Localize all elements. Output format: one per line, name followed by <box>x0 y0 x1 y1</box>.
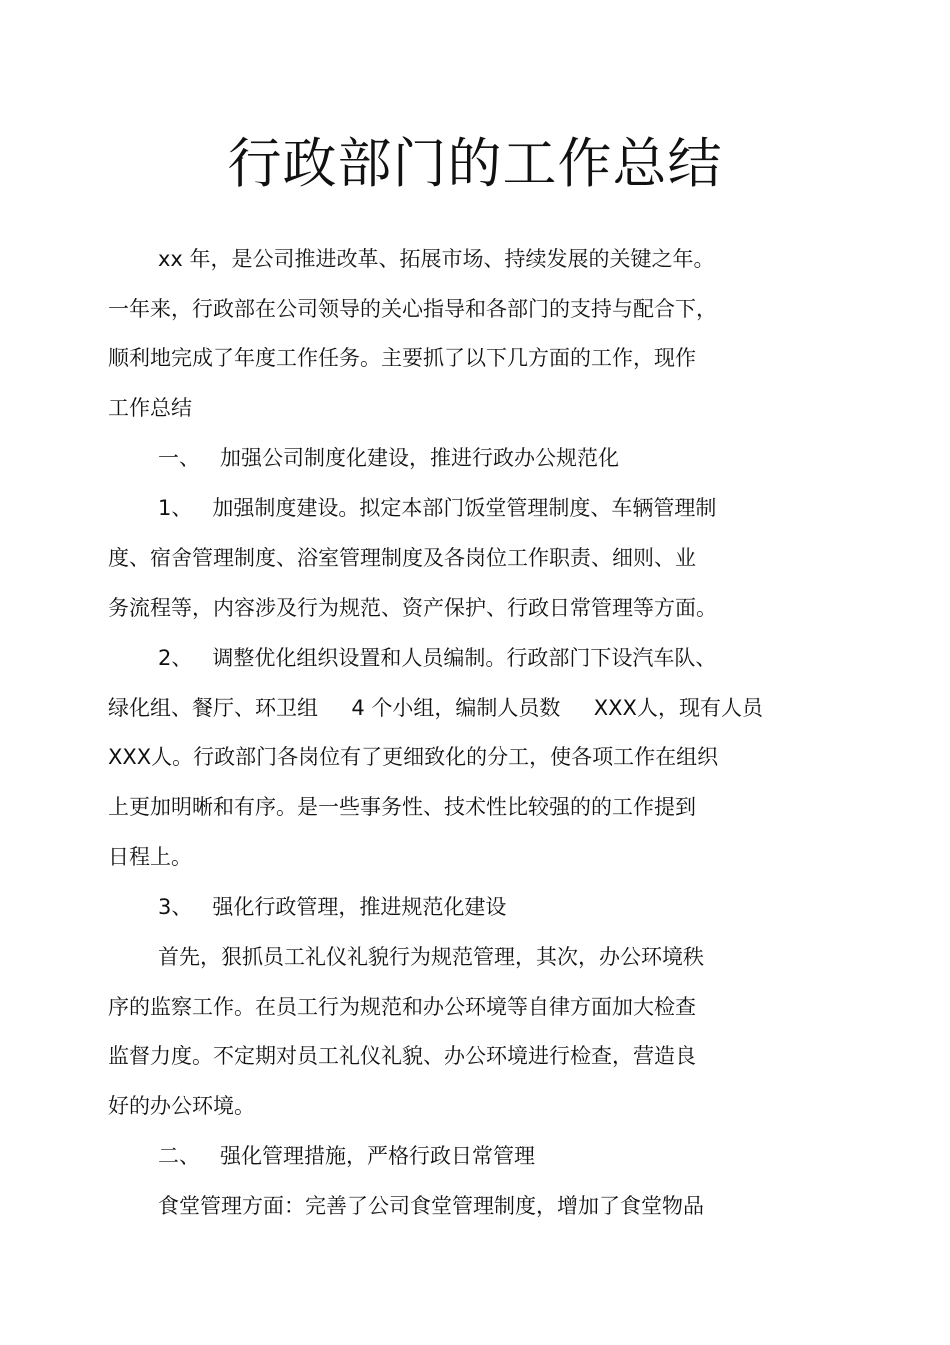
paragraph-line: 序的监察工作。在员工行为规范和办公环境等自律方面加大检查 <box>108 995 696 1019</box>
paragraph-line: 食堂管理方面：完善了公司食堂管理制度，增加了食堂物品 <box>158 1194 704 1218</box>
paragraph-line: 一年来，行政部在公司领导的关心指导和各部门的支持与配合下， <box>108 297 717 321</box>
paragraph-line: 务流程等，内容涉及行为规范、资产保护、行政日常管理等方面。 <box>108 596 717 620</box>
paragraph-line: 2、 调整优化组织设置和人员编制。行政部门下设汽车队、 <box>158 646 717 670</box>
paragraph-line: 1、 加强制度建设。拟定本部门饭堂管理制度、车辆管理制 <box>158 496 717 520</box>
paragraph-line: 好的办公环境。 <box>108 1094 255 1118</box>
paragraph-line: XXX人。行政部门各岗位有了更细致化的分工，使各项工作在组织 <box>108 745 719 769</box>
paragraph-line: 绿化组、餐厅、环卫组 4 个小组，编制人员数 XXX人，现有人员 <box>108 696 763 720</box>
section-heading: 一、 加强公司制度化建设，推进行政办公规范化 <box>158 446 620 470</box>
paragraph-line: 首先，狠抓员工礼仪礼貌行为规范管理，其次，办公环境秩 <box>158 945 704 969</box>
paragraph-line: 监督力度。不定期对员工礼仪礼貌、办公环境进行检查，营造良 <box>108 1044 696 1068</box>
paragraph-line: 度、宿舍管理制度、浴室管理制度及各岗位工作职责、细则、业 <box>108 546 696 570</box>
subsection-heading: 3、 强化行政管理，推进规范化建设 <box>158 895 507 919</box>
section-heading: 二、 强化管理措施，严格行政日常管理 <box>158 1144 536 1168</box>
paragraph-line: xx 年，是公司推进改革、拓展市场、持续发展的关键之年。 <box>158 247 715 271</box>
paragraph-line: 顺利地完成了年度工作任务。主要抓了以下几方面的工作，现作 <box>108 346 696 370</box>
document-title: 行政部门的工作总结 <box>227 132 723 195</box>
paragraph-line: 日程上。 <box>108 845 192 869</box>
paragraph-line: 上更加明晰和有序。是一些事务性、技术性比较强的的工作提到 <box>108 795 696 819</box>
paragraph-line: 工作总结 <box>108 396 192 420</box>
